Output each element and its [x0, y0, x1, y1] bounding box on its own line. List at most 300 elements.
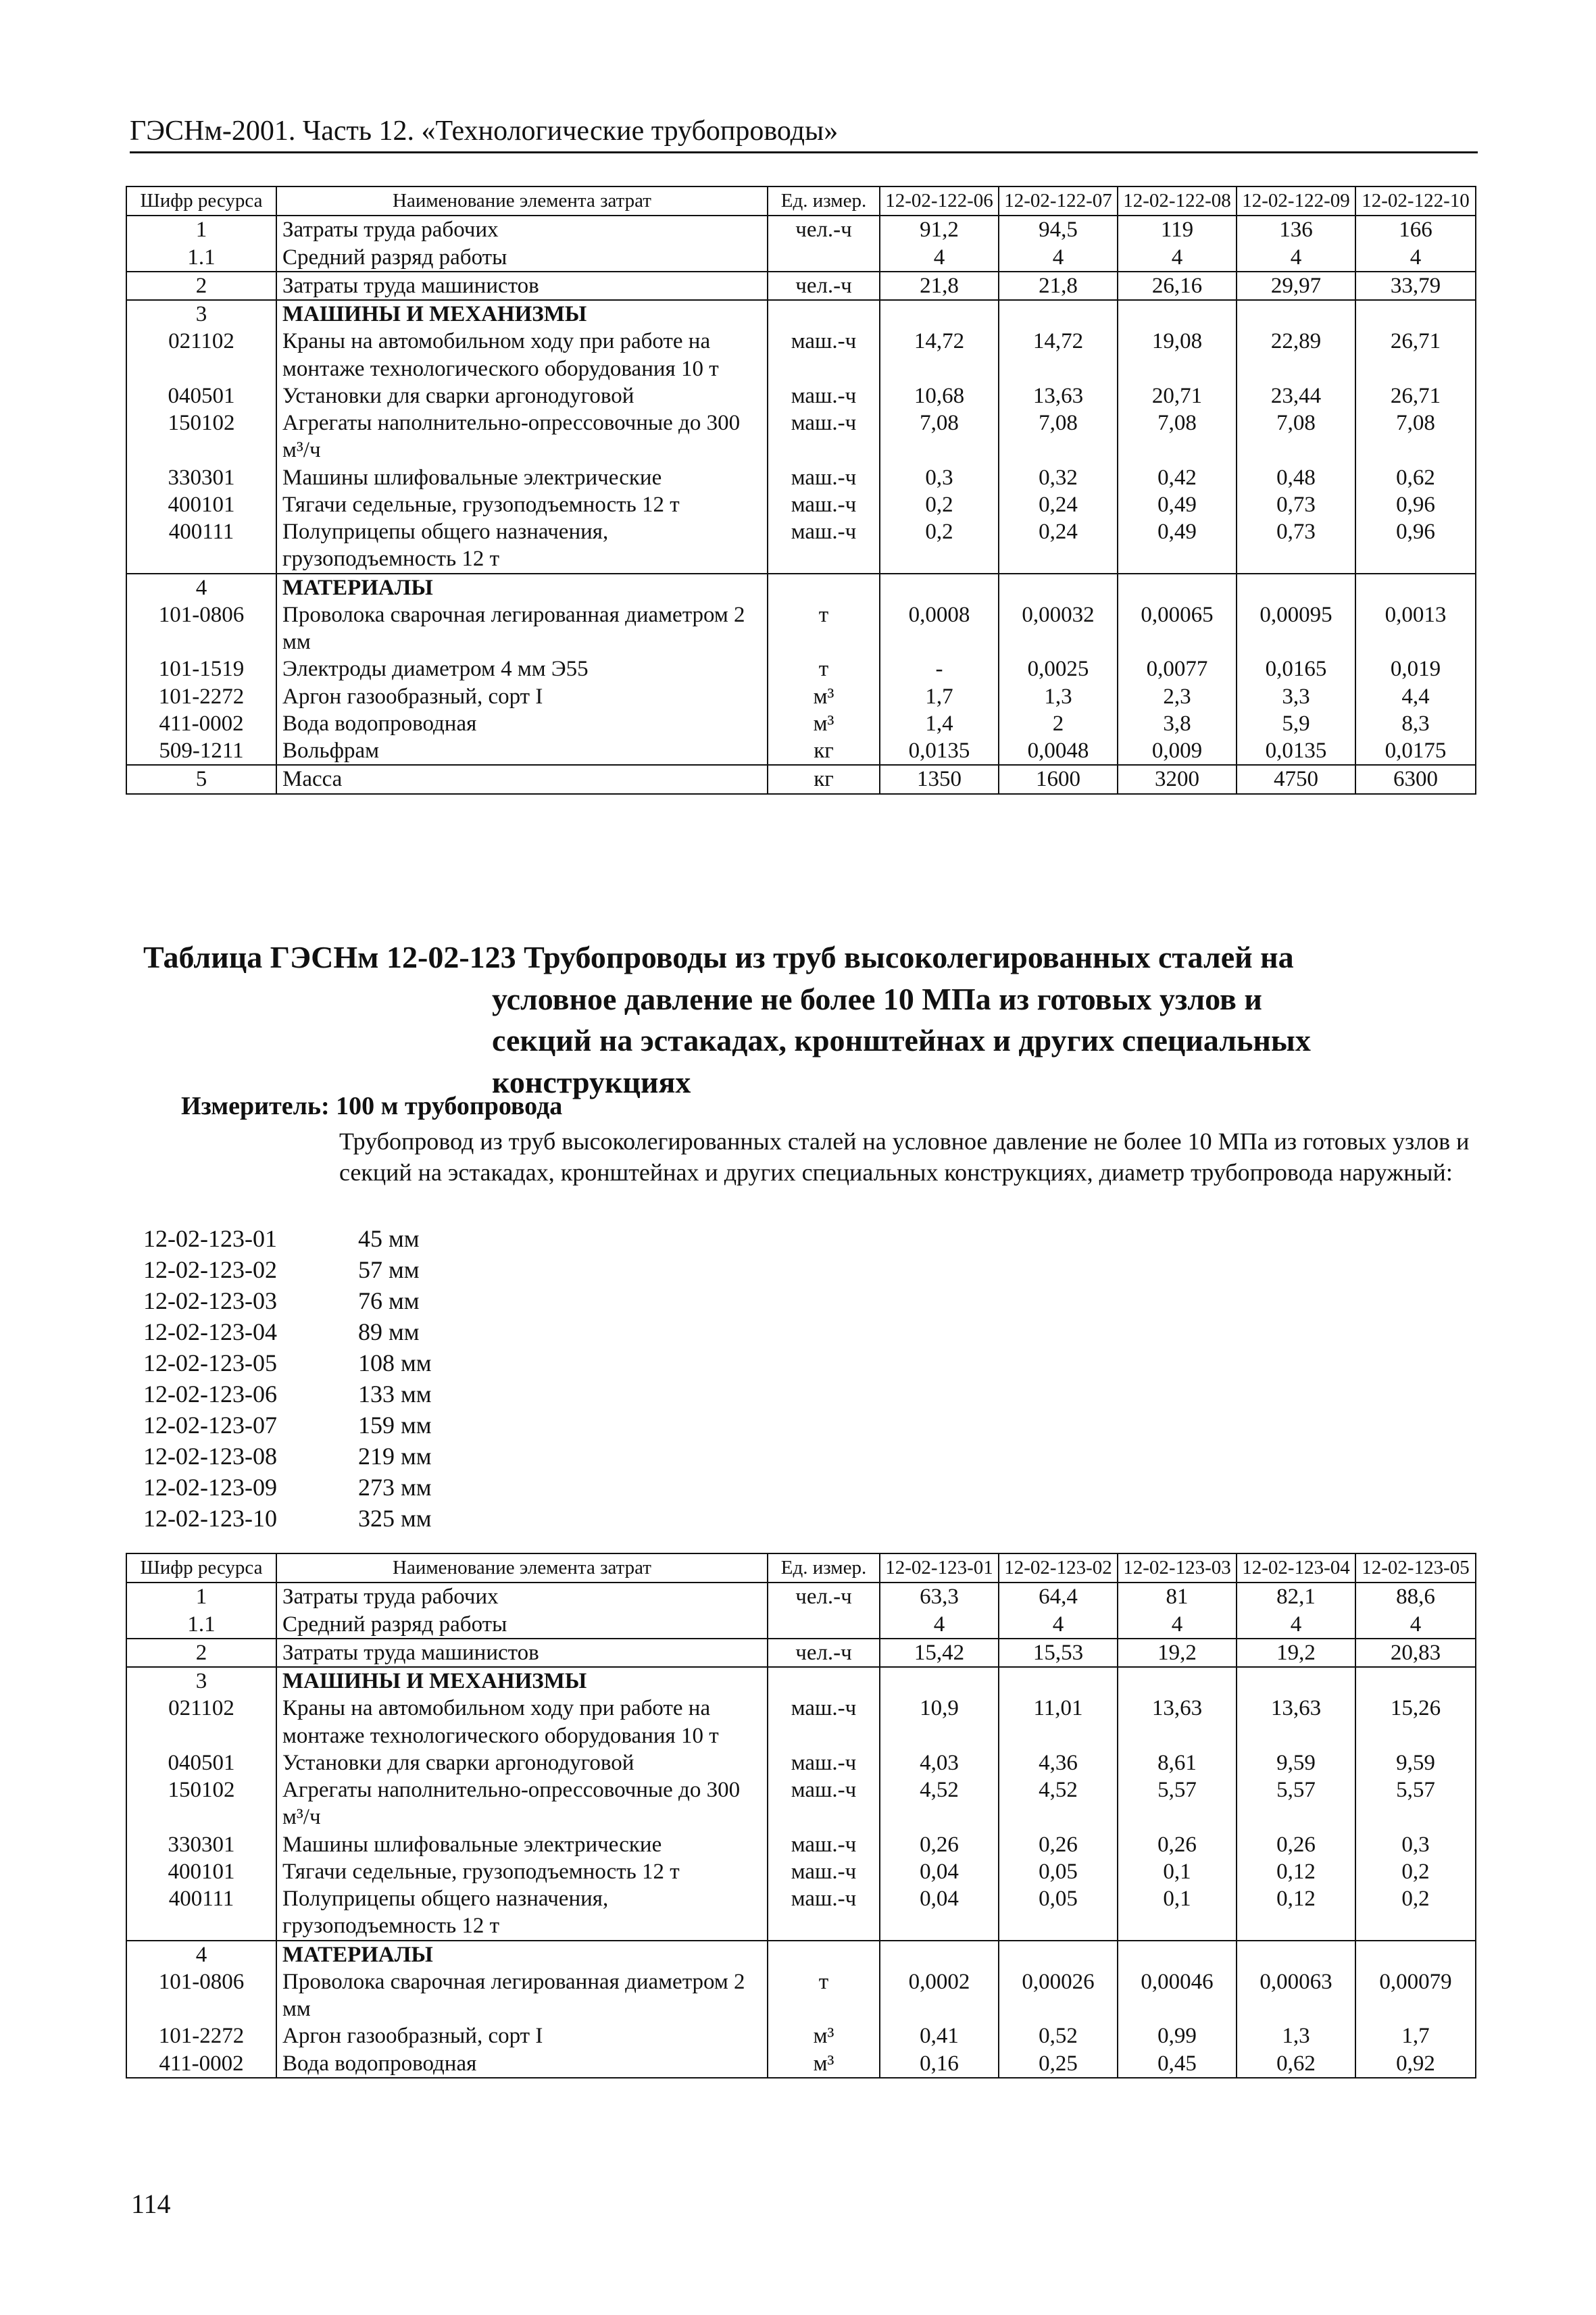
resource-unit: маш.-ч: [768, 1858, 880, 1885]
resource-value: 4: [880, 244, 999, 272]
table-row: [126, 1941, 1476, 1968]
resource-value: 19,2: [1237, 1639, 1355, 1667]
table-body: [126, 1583, 1476, 2078]
variant-code: 12-02-123-03: [143, 1287, 277, 1314]
resource-value: [880, 300, 999, 328]
resource-name: Проволока сварочная легированная диаметром 2 мм: [276, 1968, 768, 2023]
resource-value: 0,1: [1118, 1885, 1237, 1941]
variant-diameter: 76 мм: [358, 1287, 420, 1314]
resource-value: 0,05: [999, 1885, 1118, 1941]
resource-value: [1355, 300, 1476, 328]
resource-unit: маш.-ч: [768, 1885, 880, 1941]
variant-code: 12-02-123-02: [143, 1256, 277, 1283]
resource-code: 1.1: [126, 1611, 276, 1639]
resource-value: 0,0175: [1355, 737, 1476, 765]
resource-unit: маш.-ч: [768, 409, 880, 464]
resource-value: [1355, 1667, 1476, 1695]
resource-value: 64,4: [999, 1583, 1118, 1610]
variant-list: [143, 1223, 432, 1534]
table-row: [126, 683, 1476, 710]
resource-value: 0,00065: [1118, 601, 1237, 656]
table-description: Трубопровод из труб высоколегированных сталей на условное давление не более 10 МПа из готовых узлов и секций на эстакадах, кронштейнах и других специальных конструкциях, диаметр трубопровода наружный:: [339, 1128, 1470, 1187]
resource-value: 5,57: [1237, 1776, 1355, 1831]
resource-value: 3,3: [1237, 683, 1355, 710]
resource-value: [1118, 300, 1237, 328]
resource-value: 0,0165: [1237, 655, 1355, 682]
resource-value: 4: [999, 244, 1118, 272]
resource-name: Аргон газообразный, сорт I: [276, 2022, 768, 2049]
table-title-line: условное давление не более 10 МПа из готовых узлов и: [492, 981, 1262, 1016]
resource-value: 1,4: [880, 710, 999, 737]
resource-code: 3: [126, 300, 276, 328]
resource-value: 0,00026: [999, 1968, 1118, 2023]
resource-value: 8,61: [1118, 1749, 1237, 1776]
resource-value: 0,0077: [1118, 655, 1237, 682]
resource-unit: чел.-ч: [768, 216, 880, 243]
resource-value: 0,26: [1237, 1831, 1355, 1858]
resource-code: 400101: [126, 491, 276, 518]
resource-value: 0,04: [880, 1885, 999, 1941]
resource-value: 0,48: [1237, 464, 1355, 491]
table-row: [126, 300, 1476, 328]
resource-value: 0,96: [1355, 518, 1476, 574]
resource-unit: м³: [768, 2050, 880, 2078]
resource-value: 0,49: [1118, 518, 1237, 574]
resource-code: 1: [126, 1583, 276, 1610]
resource-value: 0,00046: [1118, 1968, 1237, 2023]
resource-code: 101-0806: [126, 601, 276, 656]
resource-name: Электроды диаметром 4 мм Э55: [276, 655, 768, 682]
table-row: [126, 737, 1476, 765]
resource-value: 0,42: [1118, 464, 1237, 491]
header-column: 12-02-122-08: [1118, 186, 1237, 216]
resource-code: 509-1211: [126, 737, 276, 765]
variant-code: 12-02-123-06: [143, 1380, 277, 1408]
resource-value: 0,00095: [1237, 601, 1355, 656]
resource-value: 4,52: [999, 1776, 1118, 1831]
table-title-line: конструкциях: [492, 1064, 691, 1099]
resource-value: 0,26: [999, 1831, 1118, 1858]
resource-value: 13,63: [999, 382, 1118, 409]
header-column: 12-02-122-07: [999, 186, 1118, 216]
resource-value: 9,59: [1355, 1749, 1476, 1776]
variant-item: [143, 1472, 432, 1503]
table-row: [126, 409, 1476, 464]
resource-value: 6300: [1355, 765, 1476, 793]
resource-unit: м³: [768, 710, 880, 737]
resource-name: Установки для сварки аргонодуговой: [276, 382, 768, 409]
resource-unit: чел.-ч: [768, 1583, 880, 1610]
resource-value: 0,0002: [880, 1968, 999, 2023]
resource-value: 26,71: [1355, 328, 1476, 382]
resource-unit: [768, 574, 880, 601]
resource-name: Тягачи седельные, грузоподъемность 12 т: [276, 491, 768, 518]
resource-value: 19,08: [1118, 328, 1237, 382]
resource-value: 0,16: [880, 2050, 999, 2078]
resource-unit: чел.-ч: [768, 1639, 880, 1667]
resource-name: Затраты труда машинистов: [276, 1639, 768, 1667]
page-header: ГЭСНм-2001. Часть 12. «Технологические трубопроводы»: [130, 115, 1478, 153]
resource-value: [1355, 1941, 1476, 1968]
resource-value: 4,03: [880, 1749, 999, 1776]
resource-code: 411-0002: [126, 2050, 276, 2078]
resource-code: 101-0806: [126, 1968, 276, 2023]
resource-value: 14,72: [999, 328, 1118, 382]
resource-code: 400111: [126, 1885, 276, 1941]
resource-unit: [768, 244, 880, 272]
resource-value: 21,8: [999, 272, 1118, 300]
resource-unit: т: [768, 1968, 880, 2023]
resource-value: 0,73: [1237, 518, 1355, 574]
resource-code: 040501: [126, 382, 276, 409]
resource-value: 4,36: [999, 1749, 1118, 1776]
table-row: [126, 244, 1476, 272]
page-number: 114: [131, 2189, 171, 2219]
resource-unit: маш.-ч: [768, 518, 880, 574]
resource-value: [999, 1941, 1118, 1968]
header-column: 12-02-123-04: [1237, 1553, 1355, 1583]
variant-diameter: 273 мм: [358, 1474, 432, 1501]
resource-value: 91,2: [880, 216, 999, 243]
resource-code: 411-0002: [126, 710, 276, 737]
resource-value: 0,12: [1237, 1858, 1355, 1885]
table-row: [126, 2022, 1476, 2049]
resource-value: 136: [1237, 216, 1355, 243]
resource-name: Затраты труда машинистов: [276, 272, 768, 300]
header-column: 12-02-123-02: [999, 1553, 1118, 1583]
variant-diameter: 133 мм: [358, 1380, 432, 1408]
resource-value: 2: [999, 710, 1118, 737]
resource-value: 0,3: [1355, 1831, 1476, 1858]
table-row: [126, 1749, 1476, 1776]
resource-value: 9,59: [1237, 1749, 1355, 1776]
resource-code: 5: [126, 765, 276, 793]
resource-name: Агрегаты наполнительно-опрессовочные до 300 м³/ч: [276, 1776, 768, 1831]
resource-name: Машины шлифовальные электрические: [276, 464, 768, 491]
resource-value: 5,9: [1237, 710, 1355, 737]
resource-value: 4: [1237, 1611, 1355, 1639]
resource-value: [1237, 574, 1355, 601]
variant-code: 12-02-123-01: [143, 1225, 277, 1252]
table-row: [126, 518, 1476, 574]
resource-value: 5,57: [1118, 1776, 1237, 1831]
resource-value: 0,00079: [1355, 1968, 1476, 2023]
resource-value: 0,41: [880, 2022, 999, 2049]
resource-value: [999, 300, 1118, 328]
resource-unit: маш.-ч: [768, 464, 880, 491]
variant-code: 12-02-123-05: [143, 1349, 277, 1376]
resource-name: Краны на автомобильном ходу при работе на монтаже технологического оборудования 10 т: [276, 1695, 768, 1749]
resource-value: [1237, 1941, 1355, 1968]
resource-value: [880, 1941, 999, 1968]
resource-value: 0,73: [1237, 491, 1355, 518]
resource-value: 4: [1355, 244, 1476, 272]
resource-code: 150102: [126, 1776, 276, 1831]
header-column: 12-02-123-05: [1355, 1553, 1476, 1583]
header-column: 12-02-122-06: [880, 186, 999, 216]
resource-value: 0,2: [880, 491, 999, 518]
resource-code: 2: [126, 272, 276, 300]
resource-value: 33,79: [1355, 272, 1476, 300]
resource-unit: т: [768, 601, 880, 656]
table-row: [126, 1667, 1476, 1695]
resource-value: 2,3: [1118, 683, 1237, 710]
variant-diameter: 325 мм: [358, 1505, 432, 1532]
resource-unit: маш.-ч: [768, 1749, 880, 1776]
resource-code: 4: [126, 1941, 276, 1968]
table-row: [126, 710, 1476, 737]
resource-value: [999, 574, 1118, 601]
resource-value: 0,26: [1118, 1831, 1237, 1858]
resource-value: 26,71: [1355, 382, 1476, 409]
resource-value: 3,8: [1118, 710, 1237, 737]
resource-name: Краны на автомобильном ходу при работе на монтаже технологического оборудования 10 т: [276, 328, 768, 382]
resource-value: 0,3: [880, 464, 999, 491]
resource-name: Тягачи седельные, грузоподъемность 12 т: [276, 1858, 768, 1885]
table-row: [126, 1695, 1476, 1749]
resource-code: 021102: [126, 1695, 276, 1749]
resource-value: 20,71: [1118, 382, 1237, 409]
resource-code: 4: [126, 574, 276, 601]
resource-value: [1118, 1667, 1237, 1695]
resource-value: 26,16: [1118, 272, 1237, 300]
resource-value: 63,3: [880, 1583, 999, 1610]
resource-value: 8,3: [1355, 710, 1476, 737]
resource-name: МАТЕРИАЛЫ: [276, 574, 768, 601]
resource-value: 15,26: [1355, 1695, 1476, 1749]
resource-value: -: [880, 655, 999, 682]
table-row: [126, 655, 1476, 682]
resource-name: Вода водопроводная: [276, 2050, 768, 2078]
resource-code: 040501: [126, 1749, 276, 1776]
resource-value: 7,08: [1355, 409, 1476, 464]
resource-unit: маш.-ч: [768, 491, 880, 518]
header-name: Наименование элемента затрат: [276, 186, 768, 216]
table-row: [126, 382, 1476, 409]
variant-item: [143, 1316, 432, 1347]
resource-value: 0,0025: [999, 655, 1118, 682]
variant-code: 12-02-123-08: [143, 1443, 277, 1470]
variant-diameter: 57 мм: [358, 1256, 420, 1283]
resource-name: Проволока сварочная легированная диаметром 2 мм: [276, 601, 768, 656]
resource-value: 0,24: [999, 491, 1118, 518]
table-row: [126, 1639, 1476, 1667]
resource-name: Аргон газообразный, сорт I: [276, 683, 768, 710]
resource-value: 166: [1355, 216, 1476, 243]
resource-value: [1355, 574, 1476, 601]
resource-code: 101-2272: [126, 2022, 276, 2049]
resource-unit: кг: [768, 737, 880, 765]
resource-value: 11,01: [999, 1695, 1118, 1749]
table-row: [126, 1858, 1476, 1885]
resource-value: 0,12: [1237, 1885, 1355, 1941]
table-row: [126, 2050, 1476, 2078]
resource-unit: маш.-ч: [768, 1695, 880, 1749]
resource-unit: кг: [768, 765, 880, 793]
resource-unit: м³: [768, 683, 880, 710]
resource-unit: чел.-ч: [768, 272, 880, 300]
resource-value: [1118, 1941, 1237, 1968]
resource-value: 0,1: [1118, 1858, 1237, 1885]
resource-value: 0,0135: [1237, 737, 1355, 765]
table-row: [126, 1968, 1476, 2023]
header-code: Шифр ресурса: [126, 1553, 276, 1583]
resource-value: 10,9: [880, 1695, 999, 1749]
resource-unit: [768, 1941, 880, 1968]
variant-item: [143, 1254, 432, 1285]
resource-value: 0,019: [1355, 655, 1476, 682]
table-row: [126, 1885, 1476, 1941]
resource-value: 0,2: [880, 518, 999, 574]
resource-value: 0,99: [1118, 2022, 1237, 2049]
resource-value: 1600: [999, 765, 1118, 793]
resource-value: 1,3: [999, 683, 1118, 710]
header-column: 12-02-122-09: [1237, 186, 1355, 216]
resource-value: 4,52: [880, 1776, 999, 1831]
resource-code: 400111: [126, 518, 276, 574]
resource-code: 150102: [126, 409, 276, 464]
table-row: [126, 491, 1476, 518]
resource-value: 4750: [1237, 765, 1355, 793]
variant-item: [143, 1441, 432, 1472]
resource-value: 10,68: [880, 382, 999, 409]
table-row: [126, 574, 1476, 601]
variant-code: 12-02-123-04: [143, 1318, 277, 1345]
resource-value: 1,7: [1355, 2022, 1476, 2049]
resource-value: [999, 1667, 1118, 1695]
resource-value: 0,52: [999, 2022, 1118, 2049]
resource-name: Затраты труда рабочих: [276, 1583, 768, 1610]
resource-value: 0,32: [999, 464, 1118, 491]
resource-value: 0,0048: [999, 737, 1118, 765]
table-title-line: секций на эстакадах, кронштейнах и других специальных: [492, 1023, 1311, 1058]
resource-unit: т: [768, 655, 880, 682]
resource-code: 101-2272: [126, 683, 276, 710]
resource-value: 7,08: [999, 409, 1118, 464]
resource-value: 13,63: [1118, 1695, 1237, 1749]
resource-unit: маш.-ч: [768, 382, 880, 409]
resource-code: 2: [126, 1639, 276, 1667]
resource-value: 0,26: [880, 1831, 999, 1858]
resource-code: 101-1519: [126, 655, 276, 682]
resource-value: 1350: [880, 765, 999, 793]
resource-value: 0,00032: [999, 601, 1118, 656]
resource-unit: [768, 1667, 880, 1695]
resource-value: 14,72: [880, 328, 999, 382]
resource-value: 15,53: [999, 1639, 1118, 1667]
header-unit: Ед. измер.: [768, 1553, 880, 1583]
resource-value: [1118, 574, 1237, 601]
variant-diameter: 219 мм: [358, 1443, 432, 1470]
resource-value: 7,08: [1118, 409, 1237, 464]
resource-value: 82,1: [1237, 1583, 1355, 1610]
table-row: [126, 601, 1476, 656]
resource-name: Вода водопроводная: [276, 710, 768, 737]
resource-value: [880, 1667, 999, 1695]
resource-code: 1: [126, 216, 276, 243]
resource-value: 29,97: [1237, 272, 1355, 300]
resource-value: 0,2: [1355, 1858, 1476, 1885]
table-header-row: [126, 186, 1476, 216]
resource-value: 0,24: [999, 518, 1118, 574]
resource-name: Средний разряд работы: [276, 1611, 768, 1639]
resource-value: [1237, 1667, 1355, 1695]
resource-value: 23,44: [1237, 382, 1355, 409]
variant-diameter: 108 мм: [358, 1349, 432, 1376]
resource-name: Установки для сварки аргонодуговой: [276, 1749, 768, 1776]
resource-name: Масса: [276, 765, 768, 793]
resource-value: 0,0008: [880, 601, 999, 656]
variant-code: 12-02-123-07: [143, 1412, 277, 1439]
variant-code: 12-02-123-09: [143, 1474, 277, 1501]
resource-name: Вольфрам: [276, 737, 768, 765]
resource-unit: маш.-ч: [768, 328, 880, 382]
resource-value: 0,45: [1118, 2050, 1237, 2078]
resource-name: МАШИНЫ И МЕХАНИЗМЫ: [276, 1667, 768, 1695]
resource-code: 3: [126, 1667, 276, 1695]
resource-value: 3200: [1118, 765, 1237, 793]
resource-value: 0,04: [880, 1858, 999, 1885]
resource-value: 1,3: [1237, 2022, 1355, 2049]
resource-value: 22,89: [1237, 328, 1355, 382]
table-title: [143, 937, 1427, 1103]
resource-value: 0,00063: [1237, 1968, 1355, 2023]
resource-name: Агрегаты наполнительно-опрессовочные до 300 м³/ч: [276, 409, 768, 464]
header-unit: Ед. измер.: [768, 186, 880, 216]
header-column: 12-02-123-03: [1118, 1553, 1237, 1583]
resource-value: 0,92: [1355, 2050, 1476, 2078]
resource-unit: [768, 300, 880, 328]
resource-value: 4: [999, 1611, 1118, 1639]
variant-item: [143, 1378, 432, 1410]
resource-name: Полуприцепы общего назначения, грузоподъемность 12 т: [276, 518, 768, 574]
table-row: [126, 216, 1476, 243]
variant-diameter: 45 мм: [358, 1225, 420, 1252]
resource-value: 0,62: [1355, 464, 1476, 491]
variant-item: [143, 1410, 432, 1441]
resource-name: МАШИНЫ И МЕХАНИЗМЫ: [276, 300, 768, 328]
resource-value: 0,009: [1118, 737, 1237, 765]
resource-value: 0,62: [1237, 2050, 1355, 2078]
resource-unit: м³: [768, 2022, 880, 2049]
resource-value: 4: [1237, 244, 1355, 272]
resource-value: 0,0135: [880, 737, 999, 765]
table-row: [126, 464, 1476, 491]
resource-value: 5,57: [1355, 1776, 1476, 1831]
table-row: [126, 1776, 1476, 1831]
variant-diameter: 89 мм: [358, 1318, 420, 1345]
table-row: [126, 1583, 1476, 1610]
table-body: [126, 216, 1476, 793]
resource-name: МАТЕРИАЛЫ: [276, 1941, 768, 1968]
resource-code: 330301: [126, 464, 276, 491]
table-row: [126, 765, 1476, 793]
resource-unit: [768, 1611, 880, 1639]
header-name: Наименование элемента затрат: [276, 1553, 768, 1583]
resource-name: Машины шлифовальные электрические: [276, 1831, 768, 1858]
resource-value: 13,63: [1237, 1695, 1355, 1749]
resource-value: [880, 574, 999, 601]
resource-value: 88,6: [1355, 1583, 1476, 1610]
resource-value: 4: [1118, 244, 1237, 272]
resource-value: [1237, 300, 1355, 328]
variant-item: [143, 1503, 432, 1534]
resource-value: 7,08: [880, 409, 999, 464]
resource-value: 4: [1355, 1611, 1476, 1639]
table-title-line: Таблица ГЭСНм 12-02-123 Трубопроводы из труб высоколегированных сталей на: [143, 940, 1294, 974]
resource-name: Полуприцепы общего назначения, грузоподъемность 12 т: [276, 1885, 768, 1941]
resource-table-123: [126, 1553, 1476, 2078]
